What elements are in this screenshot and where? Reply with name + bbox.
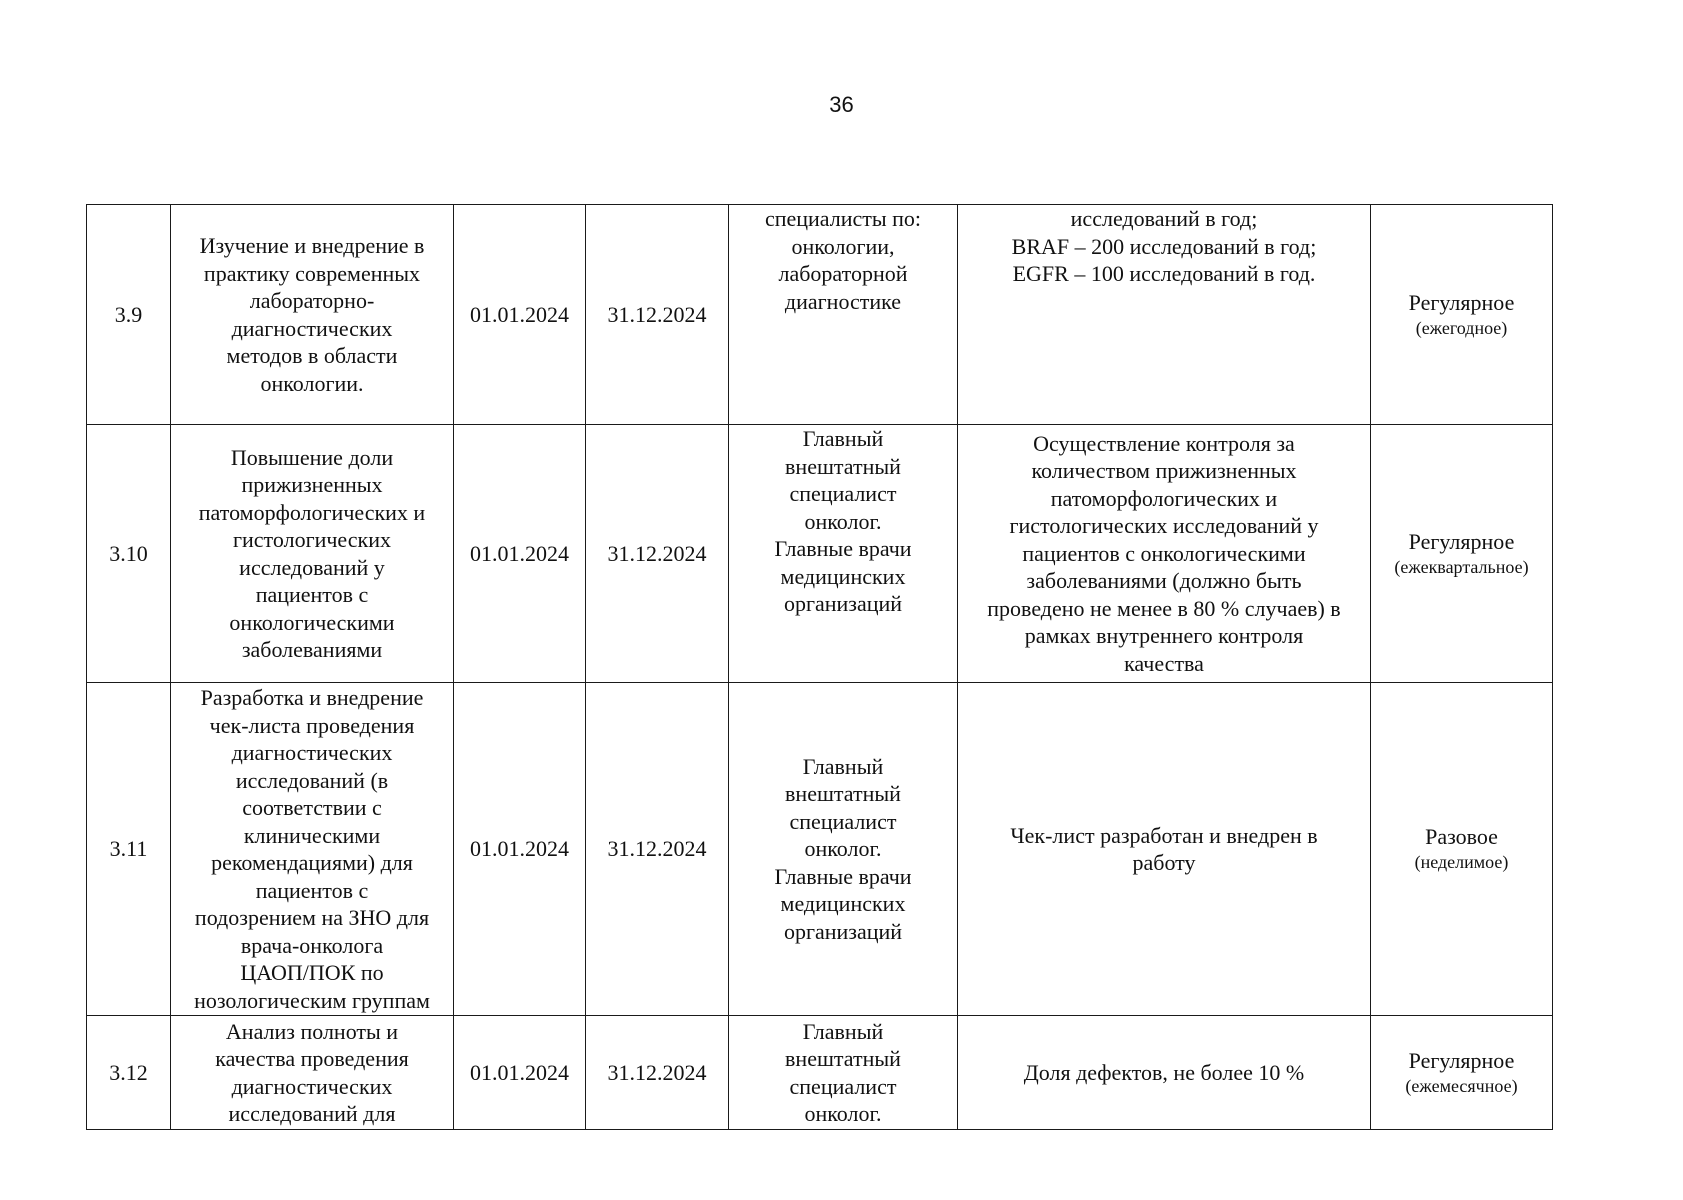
cell-type: [1371, 683, 1553, 1016]
cell-end-date: 31.12.2024: [586, 425, 729, 683]
cell-number: 3.9: [87, 205, 171, 425]
cell-type: [1371, 425, 1553, 683]
cell-activity: Повышение доли прижизненных патоморфологических и гистологических исследований у пациентов с онкологическими заболеваниями: [171, 425, 454, 683]
cell-responsible: Главный внештатный специалист онколог. Главные врачи медицинских организаций: [729, 425, 958, 683]
cell-activity: Разработка и внедрение чек-листа проведения диагностических исследований (в соответствии с клиническими рекомендациями) для пациентов с подозрением на ЗНО для врача-онколога ЦАОП/ПОК по нозологическим группам: [171, 683, 454, 1016]
cell-responsible: Главный внештатный специалист онколог. Главные врачи медицинских организаций: [729, 683, 958, 1016]
cell-result: Осуществление контроля за количеством прижизненных патоморфологических и гистологических исследований у пациентов с онкологическими заболеваниями (должно быть проведено не менее в 80 % случаев) в рамках внутреннего контроля качества: [958, 425, 1371, 683]
cell-number: 3.10: [87, 425, 171, 683]
cell-type: [1371, 1016, 1553, 1130]
table-row: [87, 425, 1553, 683]
cell-end-date: 31.12.2024: [586, 205, 729, 425]
cell-end-date: 31.12.2024: [586, 1016, 729, 1130]
page-number: 36: [829, 92, 854, 117]
type-sub: (ежемесячное): [1405, 1075, 1518, 1096]
cell-number: 3.12: [87, 1016, 171, 1130]
cell-number: 3.11: [87, 683, 171, 1016]
type-main: Разовое: [1425, 824, 1498, 849]
cell-result: Чек-лист разработан и внедрен в работу: [958, 683, 1371, 1016]
cell-result: Доля дефектов, не более 10 %: [958, 1016, 1371, 1130]
type-main: Регулярное: [1408, 289, 1515, 315]
table-row: [87, 205, 1553, 425]
cell-start-date: 01.01.2024: [454, 1016, 586, 1130]
table-row: [87, 1016, 1553, 1130]
cell-start-date: 01.01.2024: [454, 683, 586, 1016]
cell-end-date: 31.12.2024: [586, 683, 729, 1016]
type-sub: (ежегодное): [1415, 317, 1508, 338]
cell-activity: Анализ полноты и качества проведения диагностических исследований для: [171, 1016, 454, 1130]
cell-responsible: специалисты по: онкологии, лабораторной диагностике: [729, 205, 958, 425]
cell-start-date: 01.01.2024: [454, 205, 586, 425]
cell-result: исследований в год; BRAF – 200 исследований в год; EGFR – 100 исследований в год.: [958, 205, 1371, 425]
type-sub: (неделимое): [1414, 852, 1509, 872]
type-main: Регулярное: [1408, 528, 1515, 554]
type-sub: (ежеквартальное): [1394, 556, 1529, 577]
cell-type: [1371, 205, 1553, 425]
type-main: Регулярное: [1408, 1047, 1515, 1073]
table-row: [87, 683, 1553, 1016]
plan-table: [86, 204, 1553, 1130]
cell-activity: Изучение и внедрение в практику современных лабораторно- диагностических методов в области онкологии.: [171, 205, 454, 425]
cell-start-date: 01.01.2024: [454, 425, 586, 683]
cell-responsible: Главный внештатный специалист онколог.: [729, 1016, 958, 1130]
